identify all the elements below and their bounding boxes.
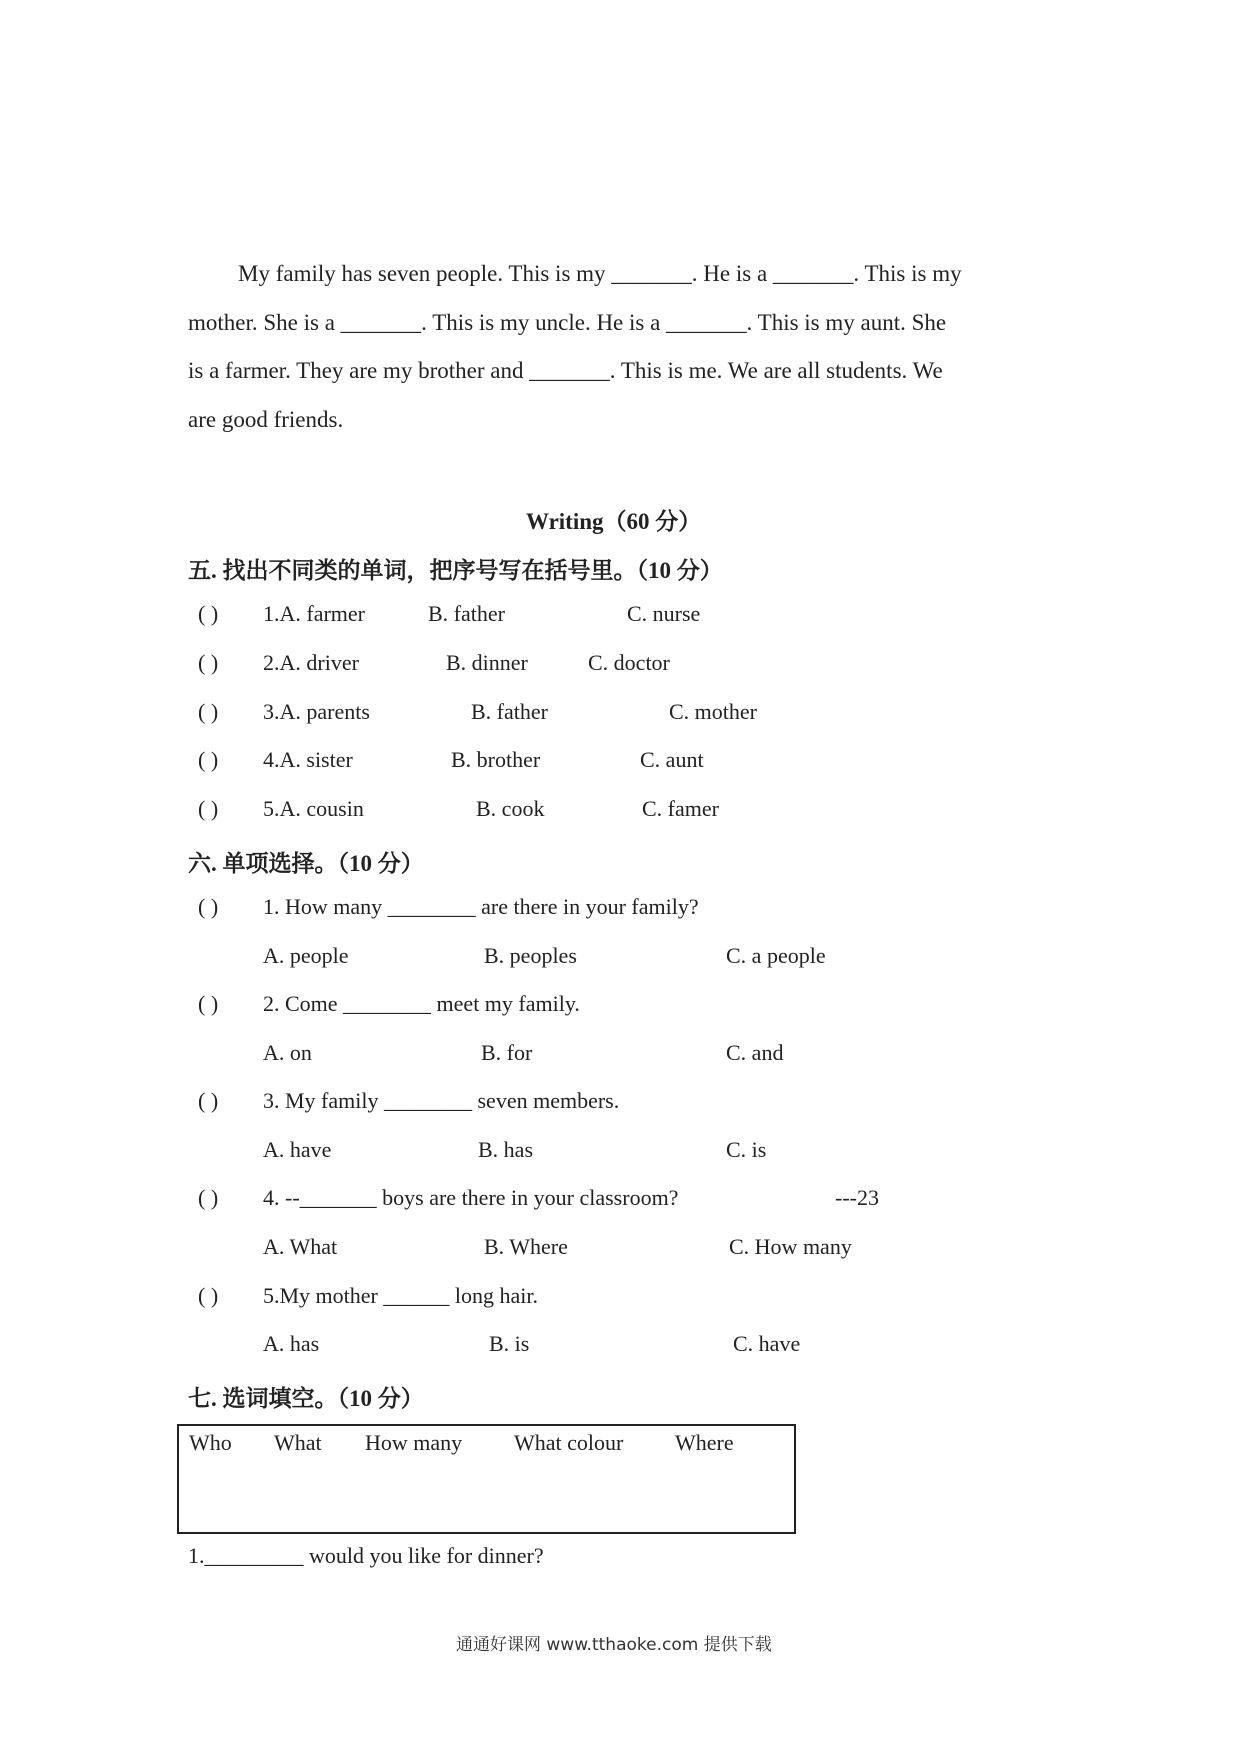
option-b: B. father <box>471 699 548 724</box>
option-a: A. on <box>263 1040 312 1065</box>
footer-watermark: 通通好课网 www.tthaoke.com 提供下载 <box>456 1635 772 1655</box>
option-b: B. Where <box>484 1234 568 1259</box>
question-text: 1. How many ________ are there in your family? <box>263 894 699 919</box>
answer-parentheses[interactable]: ( ) <box>198 601 219 626</box>
answer-parentheses[interactable]: ( ) <box>198 991 219 1016</box>
passage-line-3: is a farmer. They are my brother and _______. This is me. We are all students. We <box>188 358 943 383</box>
word-bank-word: How many <box>365 1430 463 1455</box>
option-a: A. has <box>263 1331 320 1356</box>
option-a: A. have <box>263 1137 332 1162</box>
option-b: B. father <box>428 601 505 626</box>
option-c: C. doctor <box>588 650 670 675</box>
option-a: A. What <box>263 1234 338 1259</box>
option-b: B. brother <box>451 747 541 772</box>
writing-title: Writing（60 分） <box>526 509 702 534</box>
option-b: B. has <box>478 1137 533 1162</box>
option-c: C. have <box>733 1331 801 1356</box>
option-a: 1.A. farmer <box>263 601 366 626</box>
option-c: C. famer <box>642 796 719 821</box>
answer-parentheses[interactable]: ( ) <box>198 650 219 675</box>
passage-line-1: My family has seven people. This is my _______. He is a _______. This is my <box>238 261 962 286</box>
word-bank-word: Who <box>189 1430 232 1455</box>
passage-line-2: mother. She is a _______. This is my uncle. He is a _______. This is my aunt. She <box>188 310 947 335</box>
question-text: 5.My mother ______ long hair. <box>263 1283 538 1308</box>
section7-question-1: 1._________ would you like for dinner? <box>188 1543 544 1568</box>
option-b: B. cook <box>476 796 545 821</box>
option-c: C. a people <box>726 943 826 968</box>
answer-parentheses[interactable]: ( ) <box>198 1185 219 1210</box>
word-bank-word: What colour <box>514 1430 624 1455</box>
answer-parentheses[interactable]: ( ) <box>198 1283 219 1308</box>
answer-parentheses[interactable]: ( ) <box>198 796 219 821</box>
passage-line-4: are good friends. <box>188 407 344 432</box>
option-b: B. is <box>489 1331 530 1356</box>
answer-note: ---23 <box>835 1185 879 1210</box>
option-c: C. aunt <box>640 747 704 772</box>
section5-title: 五. 找出不同类的单词，把序号写在括号里。（10 分） <box>188 558 723 583</box>
option-a: 5.A. cousin <box>263 796 364 821</box>
option-b: B. for <box>481 1040 533 1065</box>
question-text: 4. --_______ boys are there in your classroom? <box>263 1185 679 1210</box>
option-c: C. nurse <box>627 601 701 626</box>
answer-parentheses[interactable]: ( ) <box>198 894 219 919</box>
option-b: B. peoples <box>484 943 577 968</box>
question-text: 3. My family ________ seven members. <box>263 1088 620 1113</box>
section7-title: 七. 选词填空。（10 分） <box>188 1386 424 1411</box>
option-c: C. mother <box>669 699 757 724</box>
option-a: A. people <box>263 943 349 968</box>
answer-parentheses[interactable]: ( ) <box>198 699 219 724</box>
word-bank-word: What <box>274 1430 322 1455</box>
option-c: C. is <box>726 1137 767 1162</box>
answer-parentheses[interactable]: ( ) <box>198 1088 219 1113</box>
option-a: 3.A. parents <box>263 699 370 724</box>
question-text: 2. Come ________ meet my family. <box>263 991 580 1016</box>
answer-parentheses[interactable]: ( ) <box>198 747 219 772</box>
option-b: B. dinner <box>446 650 528 675</box>
option-a: 2.A. driver <box>263 650 359 675</box>
section6-title: 六. 单项选择。（10 分） <box>188 851 424 876</box>
option-c: C. and <box>726 1040 784 1065</box>
option-c: C. How many <box>729 1234 852 1259</box>
option-a: 4.A. sister <box>263 747 353 772</box>
word-bank-word: Where <box>675 1430 734 1455</box>
